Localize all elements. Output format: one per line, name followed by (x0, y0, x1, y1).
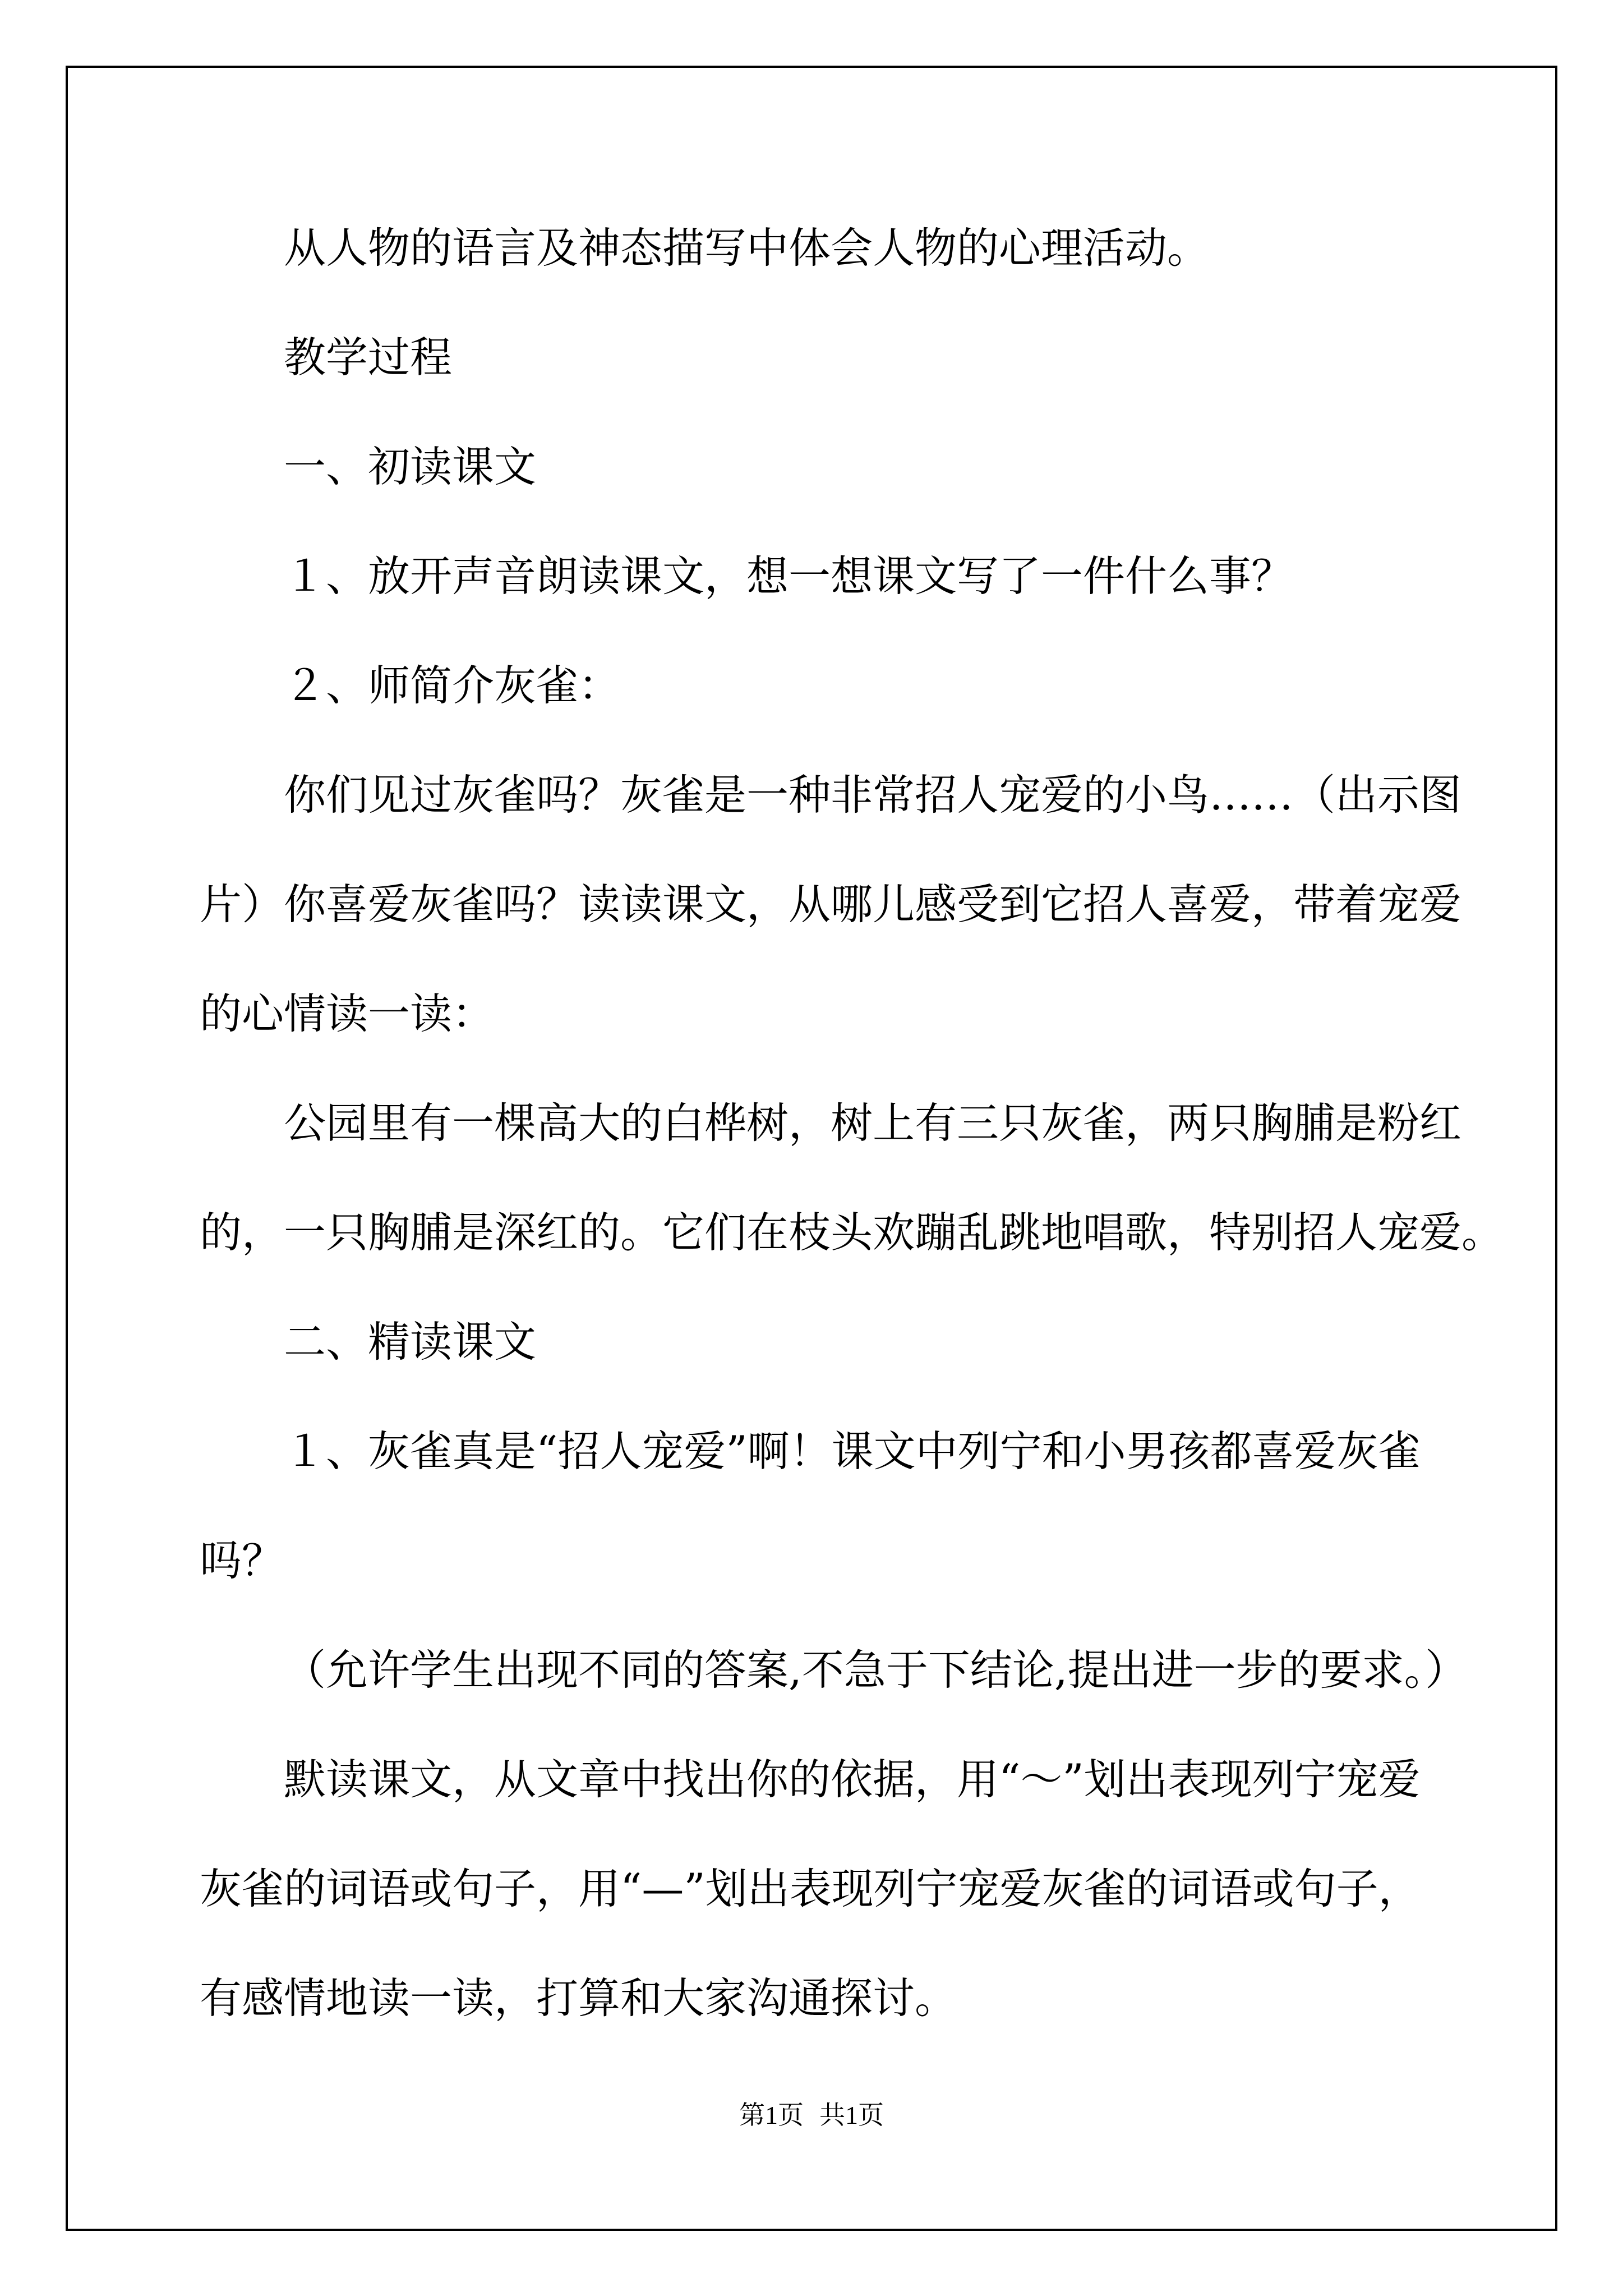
text-line-4: １、放开声音朗读课文，想一想课文写了一件什么事？ (284, 551, 1294, 601)
text-line-13: 吗？ (200, 1536, 284, 1585)
text-line-8: 的心情读一读： (200, 989, 495, 1038)
text-line-2: 教学过程 (284, 333, 453, 382)
text-line-10: 的，一只胸脯是深红的。它们在枝头欢蹦乱跳地唱歌，特别招人宠爱。 (200, 1208, 1504, 1257)
text-line-5: ２、师简介灰雀： (284, 661, 621, 710)
page-footer (0, 2102, 1623, 2128)
text-line-17: 有感情地读一读，打算和大家沟通探讨。 (200, 1973, 957, 2023)
text-line-7: 片）你喜爱灰雀吗？读读课文，从哪儿感受到它招人喜爱，带着宠爱 (200, 880, 1462, 929)
page-total: 共1页 (819, 2101, 884, 2129)
text-line-6: 你们见过灰雀吗？灰雀是一种非常招人宠爱的小鸟……（出示图 (284, 770, 1462, 820)
text-line-11: 二、精读课文 (284, 1317, 537, 1366)
text-line-3: 一、初读课文 (284, 442, 537, 491)
text-line-16: 灰雀的词语或句子，用“—”划出表现列宁宠爱灰雀的词语或句子， (200, 1864, 1421, 1913)
text-line-1: 从人物的语言及神态描写中体会人物的心理活动。 (284, 223, 1210, 273)
text-line-12: １、灰雀真是“招人宠爱”啊！课文中列宁和小男孩都喜爱灰雀 (284, 1427, 1421, 1476)
text-line-15: 默读课文，从文章中找出你的依据，用“～”划出表现列宁宠爱 (284, 1755, 1421, 1804)
text-line-9: 公园里有一棵高大的白桦树，树上有三只灰雀，两只胸脯是粉红 (284, 1098, 1462, 1148)
page-number: 第1页 (739, 2101, 804, 2129)
text-line-14: （允许学生出现不同的答案,不急于下结论,提出进一步的要求。） (284, 1645, 1468, 1695)
